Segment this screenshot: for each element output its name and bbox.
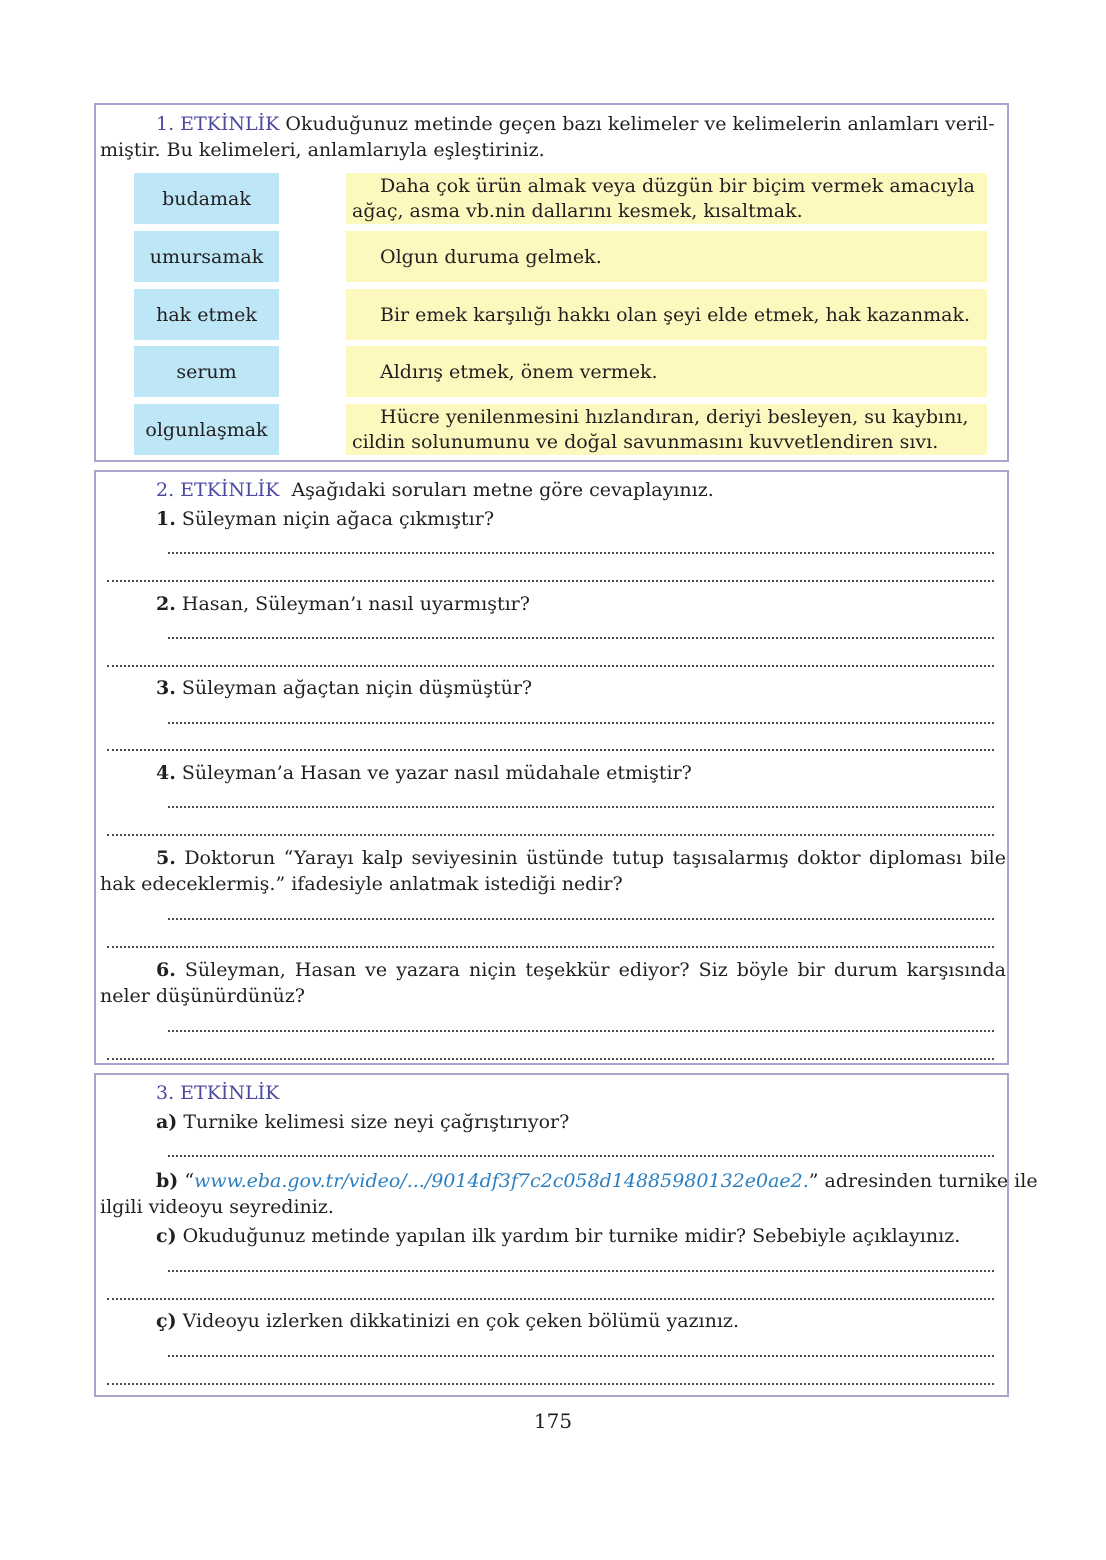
answer-line[interactable] [107, 580, 994, 582]
definition-4[interactable]: Aldırış etmek, önem vermek. [346, 346, 987, 397]
question-3: 3. Süleyman ağaçtan niçin düşmüştür? [156, 677, 533, 699]
activity-1-title: 1. ETKİNLİK [156, 113, 280, 135]
eba-video-link[interactable]: www.eba.gov.tr/video/.../9014df3f7c2c058d14885980132e0ae2. [194, 1170, 809, 1192]
activity-3-item-b: b) “www.eba.gov.tr/video/.../9014df3f7c2c058d14885980132e0ae2.” adresinden turnike ile [156, 1170, 1038, 1192]
activity-3-item-c: c) Okuduğunuz metinde yapılan ilk yardım bir turnike midir? Sebebiyle açıklayınız. [156, 1225, 961, 1247]
activity-3-item-a: a) Turnike kelimesi size neyi çağrıştırıyor? [156, 1111, 570, 1133]
answer-line[interactable] [107, 1383, 994, 1385]
answer-line[interactable] [107, 1298, 994, 1300]
answer-line[interactable] [107, 946, 994, 948]
question-2: 2. Hasan, Süleyman’ı nasıl uyarmıştır? [156, 593, 530, 615]
activity-2-title: 2. ETKİNLİK [156, 479, 280, 501]
answer-line[interactable] [107, 1058, 994, 1060]
answer-line[interactable] [168, 806, 994, 808]
word-serum[interactable]: serum [134, 346, 279, 397]
answer-line[interactable] [168, 1355, 994, 1357]
question-5: 5. Doktorun “Yarayı kalp seviyesinin üstünde tutup taşısalarmış doktor diploması bile [156, 847, 1006, 869]
answer-line[interactable] [107, 665, 994, 667]
question-1: 1. Süleyman niçin ağaca çıkmıştır? [156, 508, 495, 530]
answer-line[interactable] [168, 1270, 994, 1272]
answer-line[interactable] [107, 834, 994, 836]
answer-line[interactable] [168, 722, 994, 724]
question-6-line2: neler düşünürdünüz? [100, 985, 305, 1007]
definition-3[interactable]: Bir emek karşılığı hakkı olan şeyi elde etmek, hak kazanmak. [346, 289, 987, 340]
answer-line[interactable] [168, 1155, 994, 1157]
question-6: 6. Süleyman, Hasan ve yazara niçin teşekkür ediyor? Siz böyle bir durum karşısında [156, 959, 1006, 981]
answer-line[interactable] [168, 637, 994, 639]
word-umursamak[interactable]: umursamak [134, 231, 279, 282]
activity-3-title: 3. ETKİNLİK [156, 1082, 280, 1104]
activity-2-intro: 2. ETKİNLİK Aşağıdaki soruları metne göre cevaplayınız. [156, 479, 714, 501]
answer-line[interactable] [168, 1030, 994, 1032]
word-olgunlasmak[interactable]: olgunlaşmak [134, 404, 279, 455]
question-4: 4. Süleyman’a Hasan ve yazar nasıl müdahale etmiştir? [156, 762, 692, 784]
word-hak-etmek[interactable]: hak etmek [134, 289, 279, 340]
activity-3-item-b-line2: ilgili videoyu seyrediniz. [100, 1196, 334, 1218]
word-budamak[interactable]: budamak [134, 173, 279, 224]
question-5-line2: hak edeceklermiş.” ifadesiyle anlatmak istediği nedir? [100, 873, 623, 895]
definition-1[interactable]: Daha çok ürün almak veya düzgün bir biçim vermek amacıyla ağaç, asma vb.nin dallarını kesmek, kısaltmak. [346, 173, 987, 224]
definition-5[interactable]: Hücre yenilenmesini hızlandıran, deriyi besleyen, su kaybını, cildin solunumunu ve doğal savunmasını kuvvetlendiren sıvı. [346, 404, 987, 455]
page-number: 175 [533, 1409, 573, 1433]
answer-line[interactable] [168, 552, 994, 554]
activity-1-intro: 1. ETKİNLİK Okuduğunuz metinde geçen bazı kelimeler ve kelimelerin anlamları veril- [156, 113, 995, 135]
answer-line[interactable] [107, 749, 994, 751]
activity-1-intro-line2: miştir. Bu kelimeleri, anlamlarıyla eşleştiriniz. [100, 139, 545, 161]
definition-2[interactable]: Olgun duruma gelmek. [346, 231, 987, 282]
activity-3-item-cc: ç) Videoyu izlerken dikkatinizi en çok çeken bölümü yazınız. [156, 1310, 739, 1332]
answer-line[interactable] [168, 918, 994, 920]
